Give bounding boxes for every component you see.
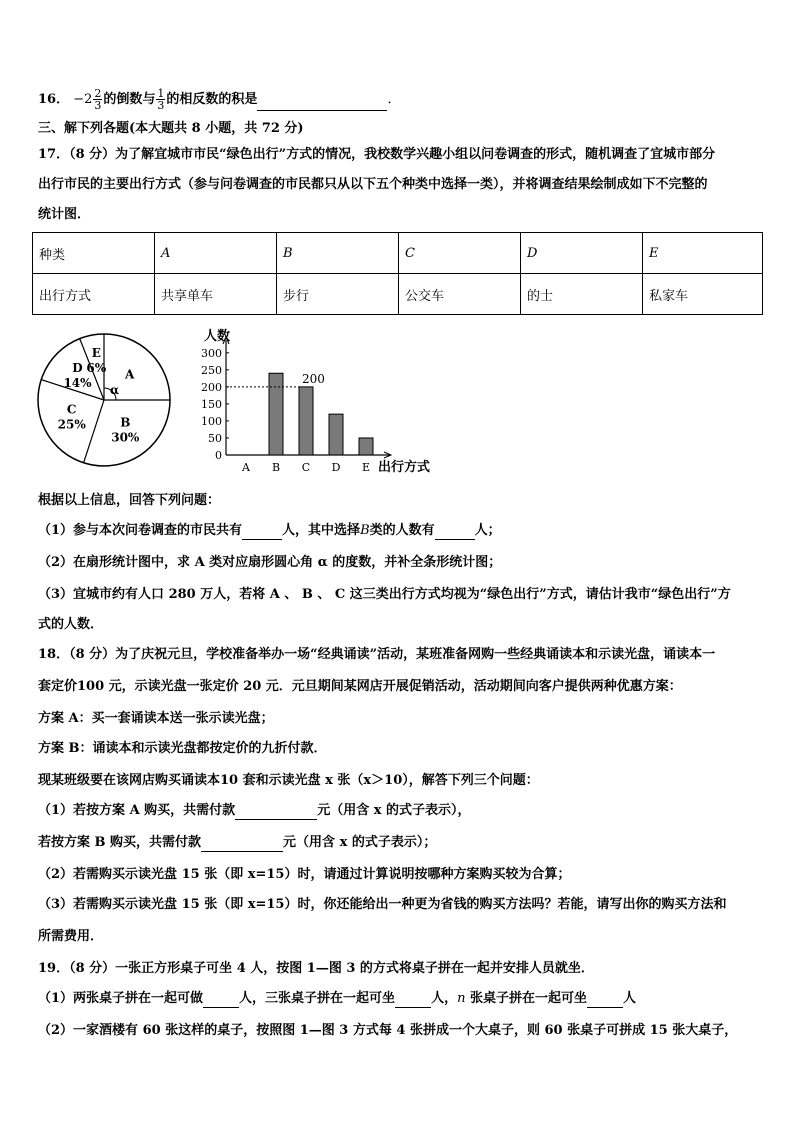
question-18-line1: 18．（8 分）为了庆祝元旦，学校准备举办一场“经典诵读”活动，某班准备网购一些经典诵读本和示读光盘，诵读本一 [38, 647, 716, 662]
x-tick-label: E [361, 461, 371, 474]
fraction: $\frac{2}{3}$ [94, 87, 102, 112]
pie-slice-percent: 14% [63, 376, 92, 391]
angle-alpha-label: α [110, 383, 120, 397]
pie-slice-percent: 6% [86, 360, 107, 375]
question-text: 的倒数与 [103, 92, 156, 107]
y-tick-label: 250 [201, 363, 222, 377]
table-cell: 共享单车 [155, 274, 277, 315]
plan-a: 方案 A：买一套诵读本送一张示读光盘； [38, 711, 274, 726]
table-cell: 步行 [277, 274, 399, 315]
answer-blank[interactable] [235, 805, 317, 820]
math-text: −2 [73, 92, 93, 107]
answer-blank[interactable] [257, 96, 387, 111]
pie-slice-percent: 25% [57, 417, 86, 432]
pie-slice-label: D [72, 361, 83, 376]
x-tick-label: C [301, 461, 311, 474]
answer-blank[interactable] [203, 993, 239, 1008]
question-number: 16． [38, 92, 70, 107]
x-tick-label: D [331, 461, 341, 474]
x-tick-label: B [271, 461, 281, 474]
y-tick-label: 200 [201, 380, 222, 394]
question-17-line3: 统计图． [38, 207, 91, 222]
bar-c [299, 387, 313, 455]
pie-slice-label: A [125, 367, 135, 382]
question-text: 的相反数的积是 [166, 92, 258, 107]
question-18-intro: 现某班级要在该网店购买诵读本10 套和示读光盘 x 张（x＞10），解答下列三个问题： [38, 773, 539, 788]
answer-blank[interactable] [201, 837, 283, 852]
question-19-part1: （1）两张桌子拼在一起可做 人，三张桌子拼在一起可坐 人，n 张桌子拼在一起可坐 人 [38, 991, 636, 1006]
question-17-line2: 出行市民的主要出行方式（参与问卷调查的市民都只从以下五个种类中选择一类），并将调查结果绘制成如下不完整的 [38, 177, 708, 192]
table-cell: C [399, 233, 521, 274]
question-18-part3b: 所需费用． [38, 929, 104, 944]
table-cell: A [155, 233, 277, 274]
answer-blank[interactable] [242, 525, 282, 540]
table-row [33, 233, 763, 274]
pie-chart [34, 330, 174, 470]
table-cell: 种类 [33, 233, 155, 274]
question-18-part2: （2）若需购买示读光盘 15 张（即 x=15）时，请通过计算说明按哪种方案购买较为合算； [38, 867, 571, 882]
table-cell: 公交车 [399, 274, 521, 315]
question-17-part1: （1）参与本次问卷调查的市民共有 人，其中选择B类的人数有 人； [38, 523, 501, 538]
y-tick-label: 0 [215, 449, 222, 462]
bar-chart [190, 326, 450, 476]
bar-b [269, 373, 283, 455]
x-axis-label: 出行方式 [378, 460, 431, 475]
table-cell: 出行方式 [33, 274, 155, 315]
table-cell: D [521, 233, 643, 274]
pie-slice-percent: 30% [111, 430, 140, 445]
question-17-part3b: 式的人数． [38, 617, 104, 632]
data-label: 200 [302, 371, 325, 386]
y-tick-label: 50 [208, 431, 222, 445]
y-tick-label: 100 [201, 414, 222, 428]
question-17-part2: （2）在扇形统计图中，求 A 类对应扇形圆心角 α 的度数，并补全条形统计图； [38, 555, 502, 570]
question-18-part1b: 若按方案 B 购买，共需付款 元（用含 x 的式子表示）； [38, 835, 437, 850]
plan-b: 方案 B：诵读本和示读光盘都按定价的九折付款． [38, 741, 327, 756]
bar-d [329, 414, 343, 455]
table-cell: 私家车 [643, 274, 763, 315]
question-19-line1: 19．（8 分）一张正方形桌子可坐 4 人，按图 1—图 3 的方式将桌子拼在一起并安排人员就坐． [38, 961, 594, 976]
question-17-line1: 17．（8 分）为了解宜城市市民“绿色出行”方式的情况，我校数学兴趣小组以问卷调查的形式，随机调查了宜城市部分 [38, 147, 716, 162]
bar-e [359, 438, 373, 455]
table-cell: E [643, 233, 763, 274]
answer-blank[interactable] [395, 993, 431, 1008]
pie-slice-label: C [66, 402, 77, 417]
y-tick-label: 300 [201, 346, 222, 360]
table-cell: 的士 [521, 274, 643, 315]
answer-blank[interactable] [587, 993, 623, 1008]
category-table [32, 232, 763, 315]
question-18-part3a: （3）若需购买示读光盘 15 张（即 x=15）时，你还能给出一种更为省钱的购买方法吗？若能，请写出你的购买方法和 [38, 897, 727, 912]
x-tick-label: A [242, 461, 250, 474]
question-18-line2: 套定价100 元，示读光盘一张定价 20 元．元旦期间某网店开展促销活动，活动期间向客户提供两种优惠方案： [38, 679, 682, 694]
table-row [33, 274, 763, 315]
y-axis-label: 人数 [204, 329, 231, 344]
question-16: 16． −2 $\frac{2}{3}$ 的倒数与 $\frac{1}{3}$ 的相反数的积是 ． [38, 87, 401, 112]
questions-intro: 根据以上信息，回答下列问题： [38, 493, 221, 508]
question-18-part1a: （1）若按方案 A 购买，共需付款 元（用含 x 的式子表示）， [38, 803, 471, 818]
y-tick-label: 150 [201, 397, 222, 411]
pie-slice-label: B [120, 415, 131, 430]
table-cell: B [277, 233, 399, 274]
section-heading: 三、解下列各题(本大题共 8 小题，共 72 分) [38, 121, 304, 136]
pie-slice-label: E [91, 345, 101, 360]
question-17-part3a: （3）宜城市约有人口 280 万人，若将 A 、 B 、 C 这三类出行方式均视为“绿色出行”方式，请估计我市“绿色出行”方 [38, 587, 731, 602]
answer-blank[interactable] [435, 525, 475, 540]
fraction: $\frac{1}{3}$ [157, 87, 165, 112]
question-19-part2: （2）一家酒楼有 60 张这样的桌子，按照图 1—图 3 方式每 4 张拼成一个大桌子，则 60 张桌子可拼成 15 张大桌子， [38, 1023, 738, 1038]
